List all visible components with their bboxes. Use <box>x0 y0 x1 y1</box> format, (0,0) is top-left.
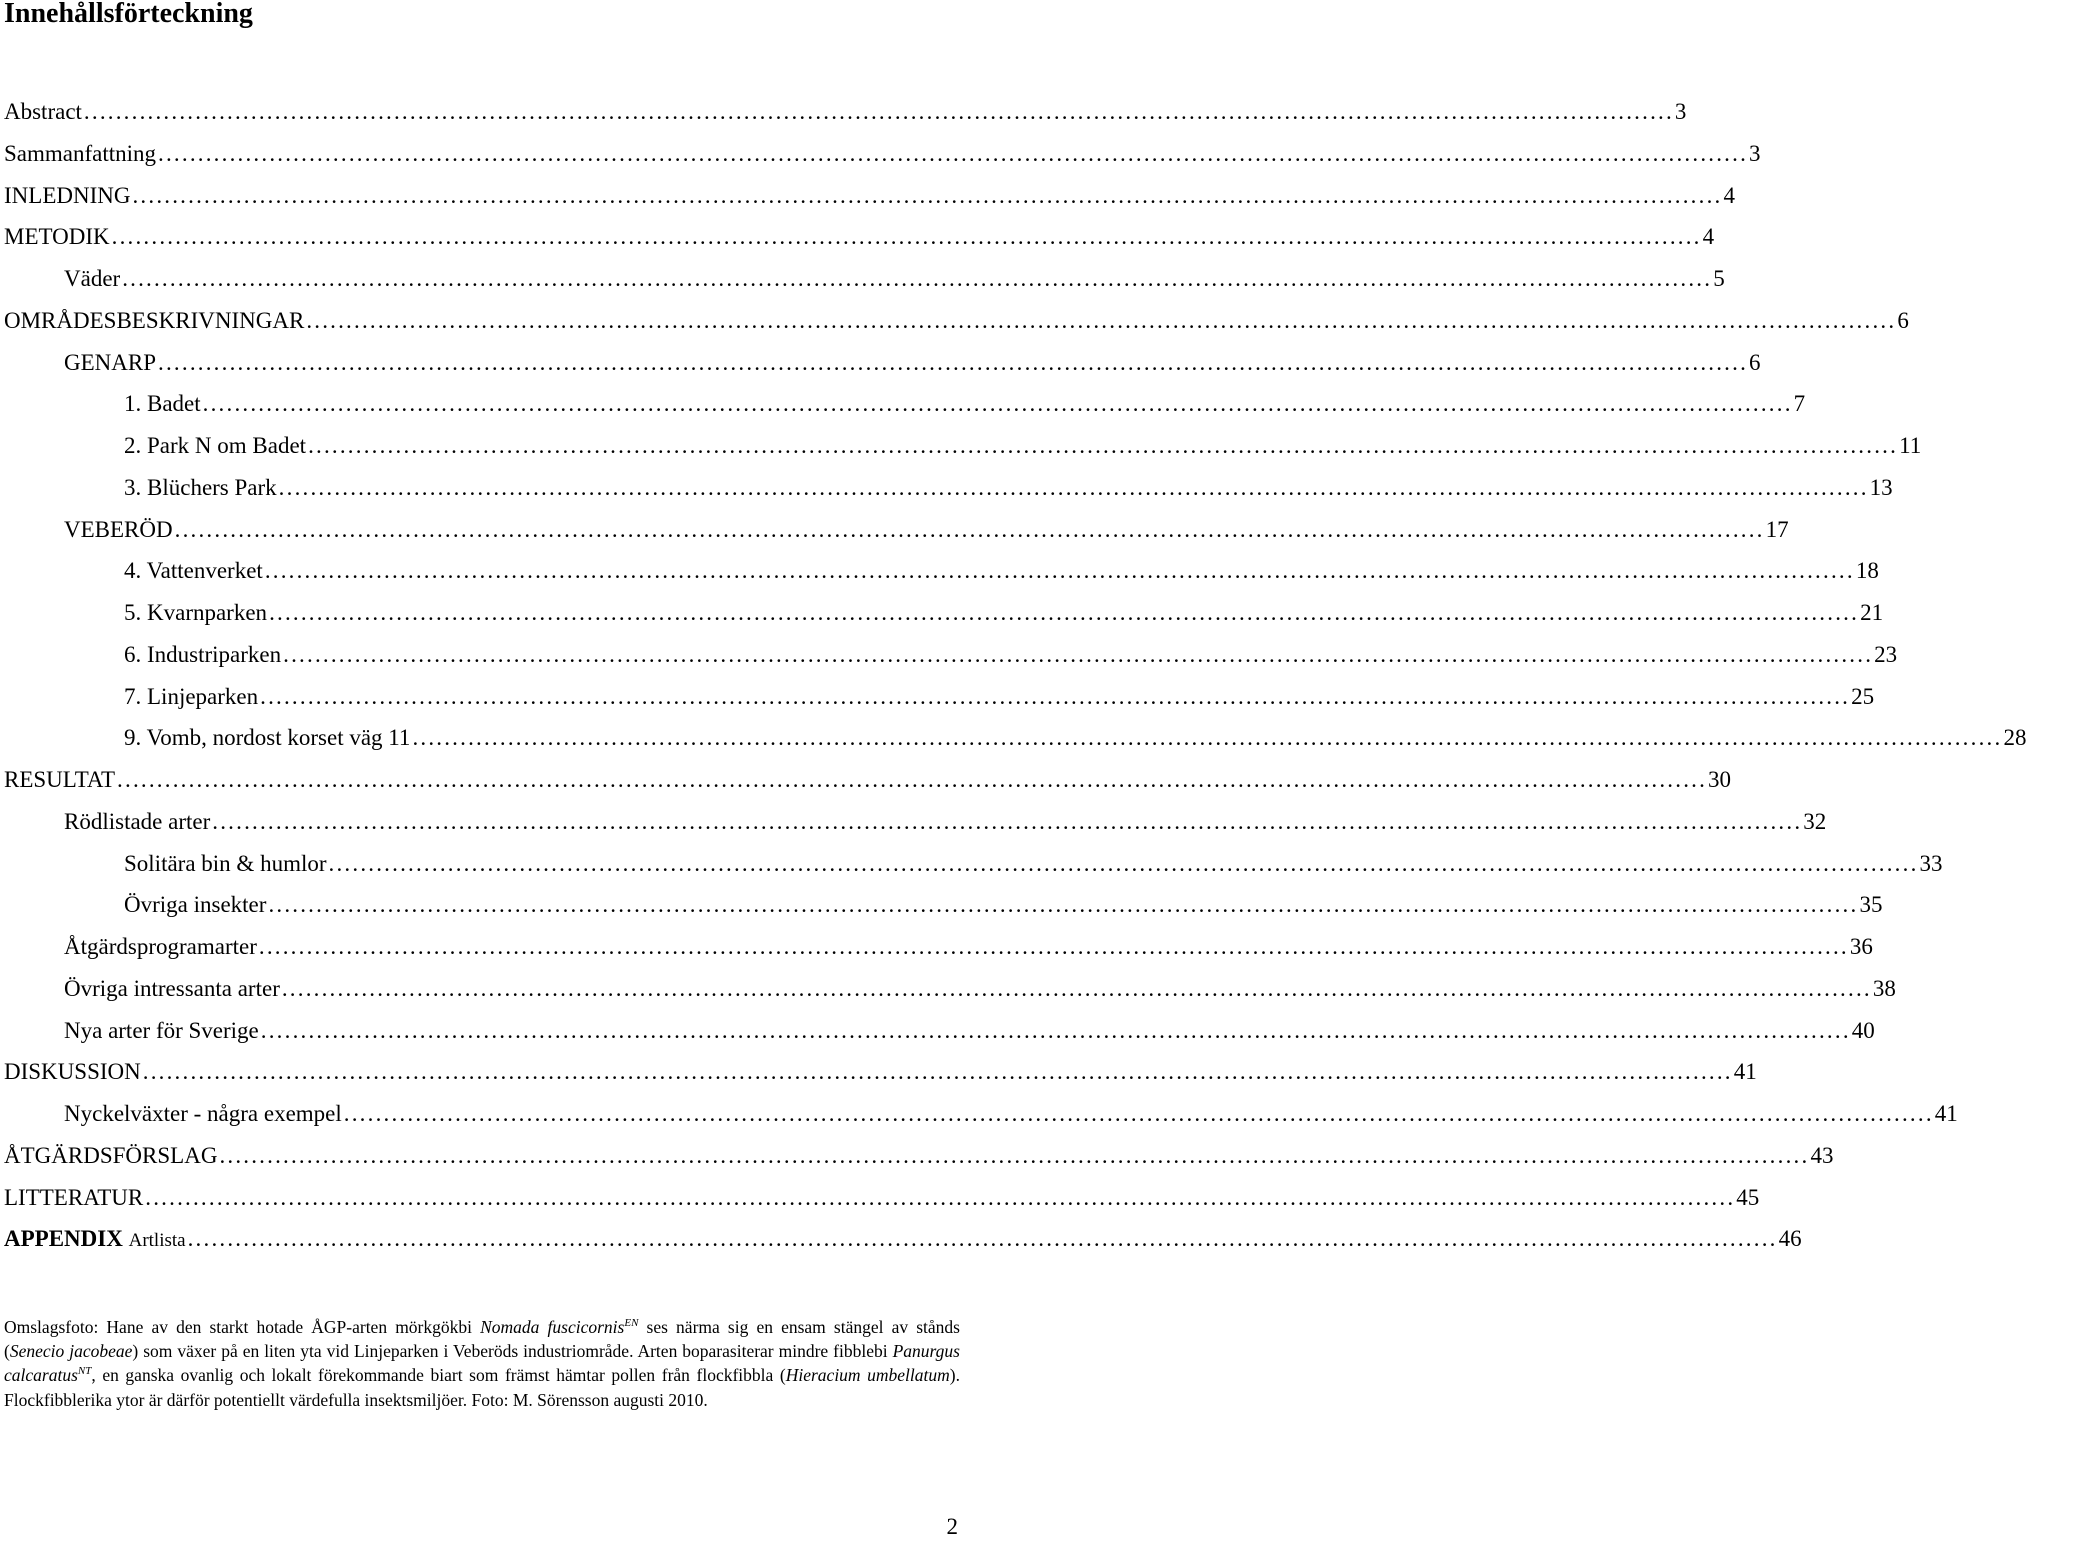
toc-leader-dots: ........................................................................................................................................................................................................ <box>412 725 2003 751</box>
toc-entry[interactable] <box>0 133 1761 175</box>
toc-entry-label: 2. Park N om Badet <box>124 433 307 458</box>
toc-entry-label: INLEDNING <box>4 182 131 208</box>
toc-leader-dots: ........................................................................................................................................................................................................ <box>278 474 1869 500</box>
toc-leader-dots: ........................................................................................................................................................................................................ <box>219 1142 1810 1168</box>
toc-leader-dots: ........................................................................................................................................................................................................ <box>158 349 1749 375</box>
toc-entry[interactable] <box>0 342 1761 384</box>
toc-leader-dots: ........................................................................................................................................................................................................ <box>283 641 1874 667</box>
toc-leader-dots: ........................................................................................................................................................................................................ <box>268 892 1859 918</box>
toc-entry-page: 41 <box>1733 1059 1757 1085</box>
toc-entry[interactable] <box>0 425 1922 467</box>
species-name: Hieracium umbellatum <box>785 1365 950 1386</box>
toc-entry-page: 38 <box>1872 975 1896 1001</box>
toc-entry[interactable] <box>0 1177 1760 1219</box>
toc-entry[interactable] <box>0 801 1827 843</box>
toc-entry[interactable] <box>0 1218 1802 1260</box>
toc-entry-label: Åtgärdsprogramarter <box>64 934 257 959</box>
toc-entry[interactable] <box>0 175 1735 217</box>
toc-entry-page: 30 <box>1708 767 1732 792</box>
toc-entry-page: 3 <box>1749 140 1761 166</box>
toc-leader-dots: ........................................................................................................................................................................................................ <box>328 850 1919 876</box>
toc-entry[interactable] <box>0 300 1909 342</box>
caption-text: ) som växer på en liten yta vid Linjeparken i Veberöds industriområde. Arten boparasiterar mindre fibblebi <box>132 1341 893 1362</box>
toc-leader-dots: ........................................................................................................................................................................................................ <box>158 140 1749 166</box>
species-name: Panurgus calcaratus <box>4 1341 960 1386</box>
toc-entry-label: Övriga insekter <box>124 892 267 918</box>
toc-entry[interactable] <box>0 759 1732 801</box>
toc-entry[interactable] <box>0 91 1687 133</box>
toc-leader-dots: ........................................................................................................................................................................................................ <box>281 975 1872 1001</box>
toc-leader-dots: ........................................................................................................................................................................................................ <box>132 182 1723 208</box>
toc-entry-page: 35 <box>1859 892 1883 918</box>
species-name: Senecio jacobeae <box>9 1341 133 1362</box>
toc-entry[interactable] <box>0 383 1806 425</box>
toc-leader-dots: ........................................................................................................................................................................................................ <box>258 934 1849 959</box>
toc-entry-page: 4 <box>1702 224 1715 250</box>
toc-leader-dots: ........................................................................................................................................................................................................ <box>260 683 1851 709</box>
toc-leader-dots: ........................................................................................................................................................................................................ <box>343 1101 1934 1126</box>
toc-entry-page: 25 <box>1851 683 1875 709</box>
toc-entry[interactable] <box>0 926 1873 968</box>
toc-entry-label: VEBERÖD <box>64 516 173 542</box>
toc-entry-page: 21 <box>1860 600 1884 625</box>
toc-entry-page: 17 <box>1765 516 1789 542</box>
toc-entry[interactable] <box>0 550 1879 592</box>
toc-entry[interactable] <box>0 968 1896 1010</box>
toc-leader-dots: ........................................................................................................................................................................................................ <box>174 516 1765 542</box>
toc-leader-dots: ........................................................................................................................................................................................................ <box>269 600 1860 625</box>
toc-entry-page: 11 <box>1899 433 1922 458</box>
page-title: Innehållsförteckning <box>4 0 253 29</box>
toc-entry-page: 41 <box>1934 1101 1958 1126</box>
toc-entry-label: OMRÅDESBESKRIVNINGAR <box>4 307 305 333</box>
toc-entry-page: 23 <box>1874 641 1898 667</box>
table-of-contents <box>0 91 2027 1260</box>
appendix-sublabel: Artlista <box>128 1230 186 1252</box>
toc-leader-dots: ........................................................................................................................................................................................................ <box>260 1017 1851 1043</box>
toc-entry-label: Övriga intressanta arter <box>64 975 280 1001</box>
toc-entry-label: Rödlistade arter <box>64 808 211 834</box>
toc-entry-page: 13 <box>1869 474 1893 500</box>
caption-text: Omslagsfoto: Hane av den starkt hotade ÅGP-arten mörkgökbi <box>4 1317 481 1337</box>
toc-entry-label: 1. Badet <box>124 391 201 417</box>
toc-entry-page: 45 <box>1736 1184 1760 1210</box>
toc-entry-page: 6 <box>1897 307 1909 333</box>
toc-entry-label: Solitära bin & humlor <box>124 850 327 876</box>
toc-entry-page: 33 <box>1919 850 1943 876</box>
toc-leader-dots: ........................................................................................................................................................................................................ <box>83 99 1674 124</box>
toc-entry-label: 3. Blüchers Park <box>124 474 277 500</box>
toc-entry-label: Abstract <box>4 99 82 124</box>
page-number: 2 <box>946 1514 958 1539</box>
toc-entry-label: Sammanfattning <box>4 140 157 166</box>
toc-entry-page: 28 <box>2003 725 2027 751</box>
toc-entry-page: 46 <box>1778 1226 1802 1252</box>
species-name: Nomada fuscicornis <box>480 1317 625 1337</box>
caption-text: ). Flockfibblerika ytor är därför potentiellt värdefulla insektsmiljöer. Foto: M. Sörensson augusti 2010. <box>4 1365 960 1410</box>
toc-entry-page: 5 <box>1713 266 1725 291</box>
toc-entry-page: 18 <box>1855 558 1879 584</box>
toc-entry-label: Nyckelväxter - några exempel <box>64 1101 342 1126</box>
toc-entry[interactable] <box>0 592 1884 634</box>
toc-entry-label: RESULTAT <box>4 767 116 792</box>
toc-entry-page: 32 <box>1803 808 1827 834</box>
toc-entry-label: 5. Kvarnparken <box>124 600 268 625</box>
caption-text: , en ganska ovanlig och lokalt förekommande biart som främst hämtar pollen från flockfibbla ( <box>91 1365 786 1386</box>
toc-leader-dots: ........................................................................................................................................................................................................ <box>308 433 1899 458</box>
toc-entry-label: 7. Linjeparken <box>124 683 259 709</box>
toc-entry[interactable] <box>0 843 1943 885</box>
toc-leader-dots: ........................................................................................................................................................................................................ <box>202 391 1793 417</box>
toc-entry[interactable] <box>0 884 1883 926</box>
toc-entry[interactable] <box>0 634 1898 676</box>
toc-entry[interactable] <box>0 509 1789 551</box>
toc-leader-dots: ........................................................................................................................................................................................................ <box>264 558 1855 584</box>
toc-entry[interactable] <box>0 676 1875 718</box>
toc-entry-label: 9. Vomb, nordost korset väg 11 <box>124 725 411 751</box>
toc-leader-dots: ........................................................................................................................................................................................................ <box>212 808 1803 834</box>
redlist-category: EN <box>624 1317 639 1329</box>
toc-entry-page: 3 <box>1674 99 1687 124</box>
toc-leader-dots: ........................................................................................................................................................................................................ <box>306 307 1897 333</box>
toc-entry[interactable] <box>0 1010 1875 1052</box>
toc-entry-page: 6 <box>1749 349 1761 375</box>
toc-entry-page: 36 <box>1849 934 1873 959</box>
toc-entry-page: 43 <box>1810 1142 1834 1168</box>
toc-entry-page: 4 <box>1723 182 1735 208</box>
toc-entry-label: Väder <box>64 266 121 291</box>
toc-entry-label: 4. Vattenverket <box>124 558 263 584</box>
toc-entry[interactable] <box>0 467 1893 509</box>
toc-entry[interactable] <box>0 258 1725 300</box>
toc-leader-dots: ........................................................................................................................................................................................................ <box>187 1226 1778 1252</box>
toc-leader-dots: ........................................................................................................................................................................................................ <box>117 767 1708 792</box>
toc-entry[interactable] <box>0 1051 1757 1093</box>
toc-entry-page: 7 <box>1793 391 1806 417</box>
toc-leader-dots: ........................................................................................................................................................................................................ <box>111 224 1702 250</box>
toc-entry-label <box>4 1218 186 1262</box>
appendix-label: APPENDIX <box>4 1226 123 1252</box>
toc-entry-label: 6. Industriparken <box>124 641 282 667</box>
toc-entry-label: METODIK <box>4 224 110 250</box>
toc-entry-label: LITTERATUR <box>4 1184 144 1210</box>
toc-entry-label: DISKUSSION <box>4 1059 141 1085</box>
toc-leader-dots: ........................................................................................................................................................................................................ <box>122 266 1713 291</box>
toc-entry[interactable] <box>0 717 2027 759</box>
toc-entry-page: 40 <box>1851 1017 1875 1043</box>
cover-photo-caption <box>4 1315 960 1412</box>
toc-leader-dots: ........................................................................................................................................................................................................ <box>145 1184 1736 1210</box>
toc-entry[interactable] <box>0 216 1715 258</box>
redlist-category: NT <box>77 1365 92 1378</box>
caption-text: ses närma sig en ensam stängel av stånds ( <box>4 1317 960 1362</box>
toc-entry[interactable] <box>0 1093 1958 1135</box>
toc-entry-label: ÅTGÄRDSFÖRSLAG <box>4 1142 218 1168</box>
toc-leader-dots: ........................................................................................................................................................................................................ <box>142 1059 1733 1085</box>
toc-entry-label: Nya arter för Sverige <box>64 1017 259 1043</box>
toc-entry-label: GENARP <box>64 349 157 375</box>
toc-entry[interactable] <box>0 1135 1834 1177</box>
